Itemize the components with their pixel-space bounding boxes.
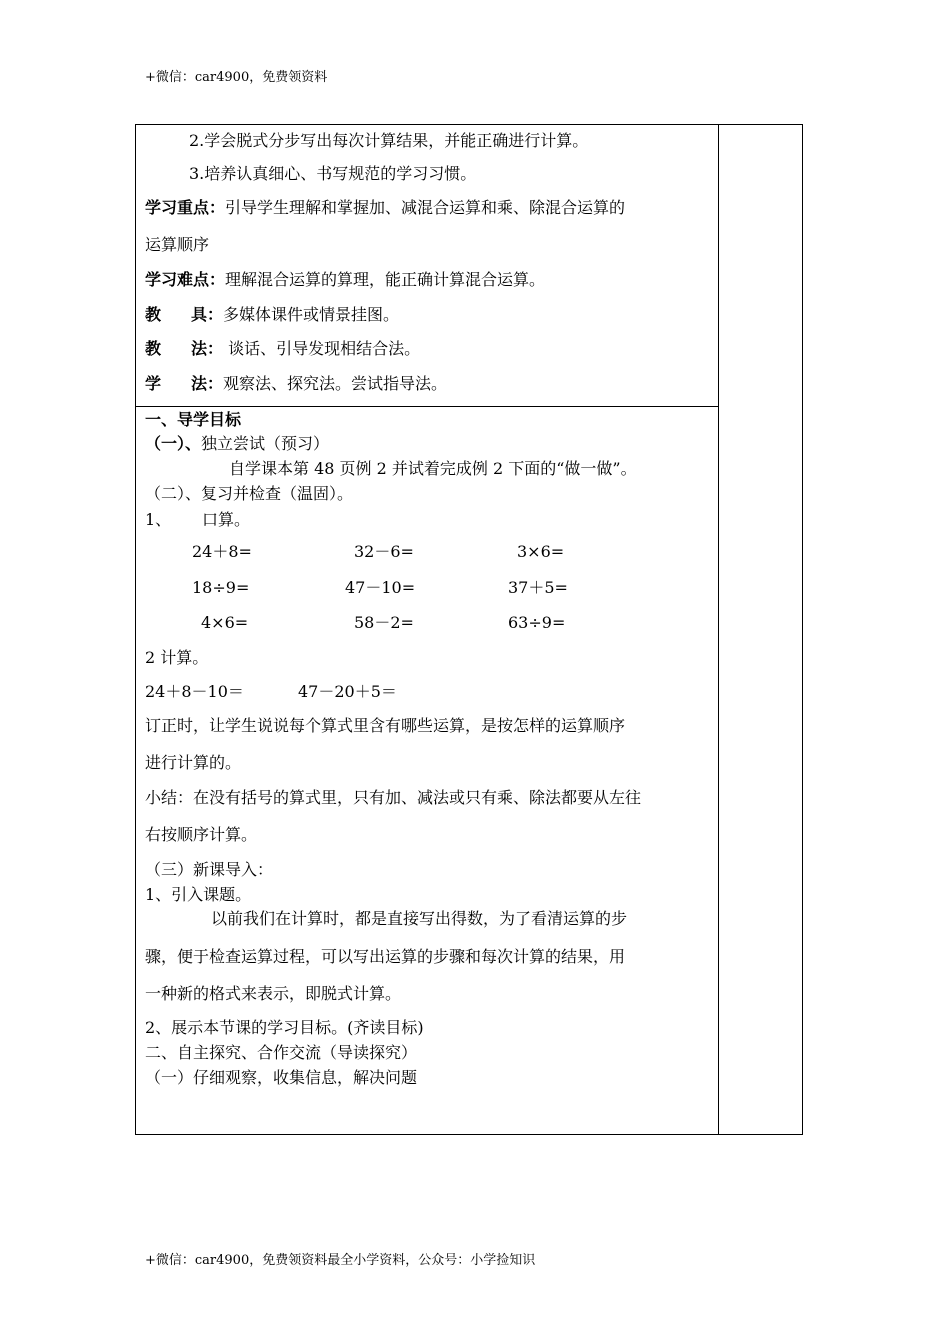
tools-label-a: 教	[145, 305, 162, 324]
difficulty-row	[145, 270, 545, 290]
page-header: +微信：car4900，免费领资料	[145, 70, 328, 85]
difficulty-text: 理解混合运算的算理，能正确计算混合运算。	[225, 270, 546, 289]
objective-2: 2.学会脱式分步写出每次计算结果，并能正确进行计算。	[189, 131, 589, 150]
subsection-1-prefix: （一）、	[145, 434, 202, 453]
key-point-row	[145, 198, 625, 218]
calc-label: 2 计算。	[145, 648, 209, 667]
correction-line-2: 进行计算的。	[145, 753, 242, 772]
oral-3-2: 58－2=	[354, 613, 414, 632]
teach-method-label-a: 教	[145, 339, 162, 358]
page-footer: +微信：car4900，免费领资料最全小学资料，公众号：小学捡知识	[145, 1253, 536, 1268]
subsection-4: （一）仔细观察，收集信息，解决问题	[145, 1068, 418, 1087]
show-goals: 2、展示本节课的学习目标。(齐读目标)	[145, 1018, 424, 1037]
intro-para-line-3: 一种新的格式来表示，即脱式计算。	[145, 984, 402, 1003]
subsection-1-text: 独立尝试（预习）	[201, 434, 330, 453]
teach-method-label-b: 法：	[191, 339, 224, 358]
summary-line-2: 右按顺序计算。	[145, 825, 258, 844]
subsection-2: （二）、复习并检查（温固）。	[145, 484, 354, 503]
column-divider	[718, 125, 719, 1134]
calc-a: 24＋8－10＝	[145, 682, 244, 701]
learn-method-label-b: 法：	[191, 374, 224, 393]
learn-method-row	[145, 374, 447, 394]
key-point-text: 引导学生理解和掌握加、减混合运算和乘、除混合运算的	[225, 198, 626, 217]
oral-label: 口算。	[202, 510, 251, 529]
row-divider	[136, 406, 719, 407]
tools-label-b: 具：	[191, 305, 224, 324]
key-point-continued: 运算顺序	[145, 235, 210, 254]
correction-line-1: 订正时，让学生说说每个算式里含有哪些运算，是按怎样的运算顺序	[145, 716, 626, 735]
tools-text: 多媒体课件或情景挂图。	[223, 305, 400, 324]
teach-method-row	[145, 339, 420, 359]
objective-3: 3.培养认真细心、书写规范的学习习惯。	[189, 164, 477, 183]
tools-row	[145, 305, 399, 325]
section-2-title: 二、自主探究、合作交流（导读探究）	[145, 1043, 418, 1062]
oral-2-2: 47－10=	[345, 578, 416, 597]
subsection-3: （三）新课导入：	[145, 860, 274, 879]
calc-b: 47－20＋5＝	[298, 682, 397, 701]
lesson-table	[135, 124, 803, 1135]
oral-1-3: 3×6=	[517, 542, 565, 561]
learn-method-label-a: 学	[145, 374, 162, 393]
oral-2-3: 37＋5=	[508, 578, 568, 597]
intro-para-line-2: 骤，便于检查运算过程，可以写出运算的步骤和每次计算的结果，用	[145, 947, 626, 966]
subsection-1-body: 自学课本第 48 页例 2 并试着完成例 2 下面的“做一做”。	[229, 459, 637, 478]
subsection-1	[145, 434, 329, 454]
intro-para-line-1: 以前我们在计算时，都是直接写出得数，为了看清运算的步	[211, 909, 628, 928]
key-point-label: 学习重点：	[145, 198, 226, 217]
oral-2-1: 18÷9=	[192, 578, 250, 597]
oral-3-1: 4×6=	[201, 613, 249, 632]
summary-line-1: 小结：在没有括号的算式里，只有加、减法或只有乘、除法都要从左往	[145, 788, 642, 807]
section-1-title: 一、导学目标	[145, 410, 242, 429]
teach-method-text: 谈话、引导发现相结合法。	[223, 339, 421, 358]
learn-method-text: 观察法、探究法。尝试指导法。	[223, 374, 448, 393]
oral-1-2: 32－6=	[354, 542, 414, 561]
oral-3-3: 63÷9=	[508, 613, 566, 632]
difficulty-label: 学习难点：	[145, 270, 226, 289]
oral-number: 1、	[145, 510, 172, 529]
intro-topic: 1、引入课题。	[145, 885, 252, 904]
oral-1-1: 24＋8=	[192, 542, 252, 561]
